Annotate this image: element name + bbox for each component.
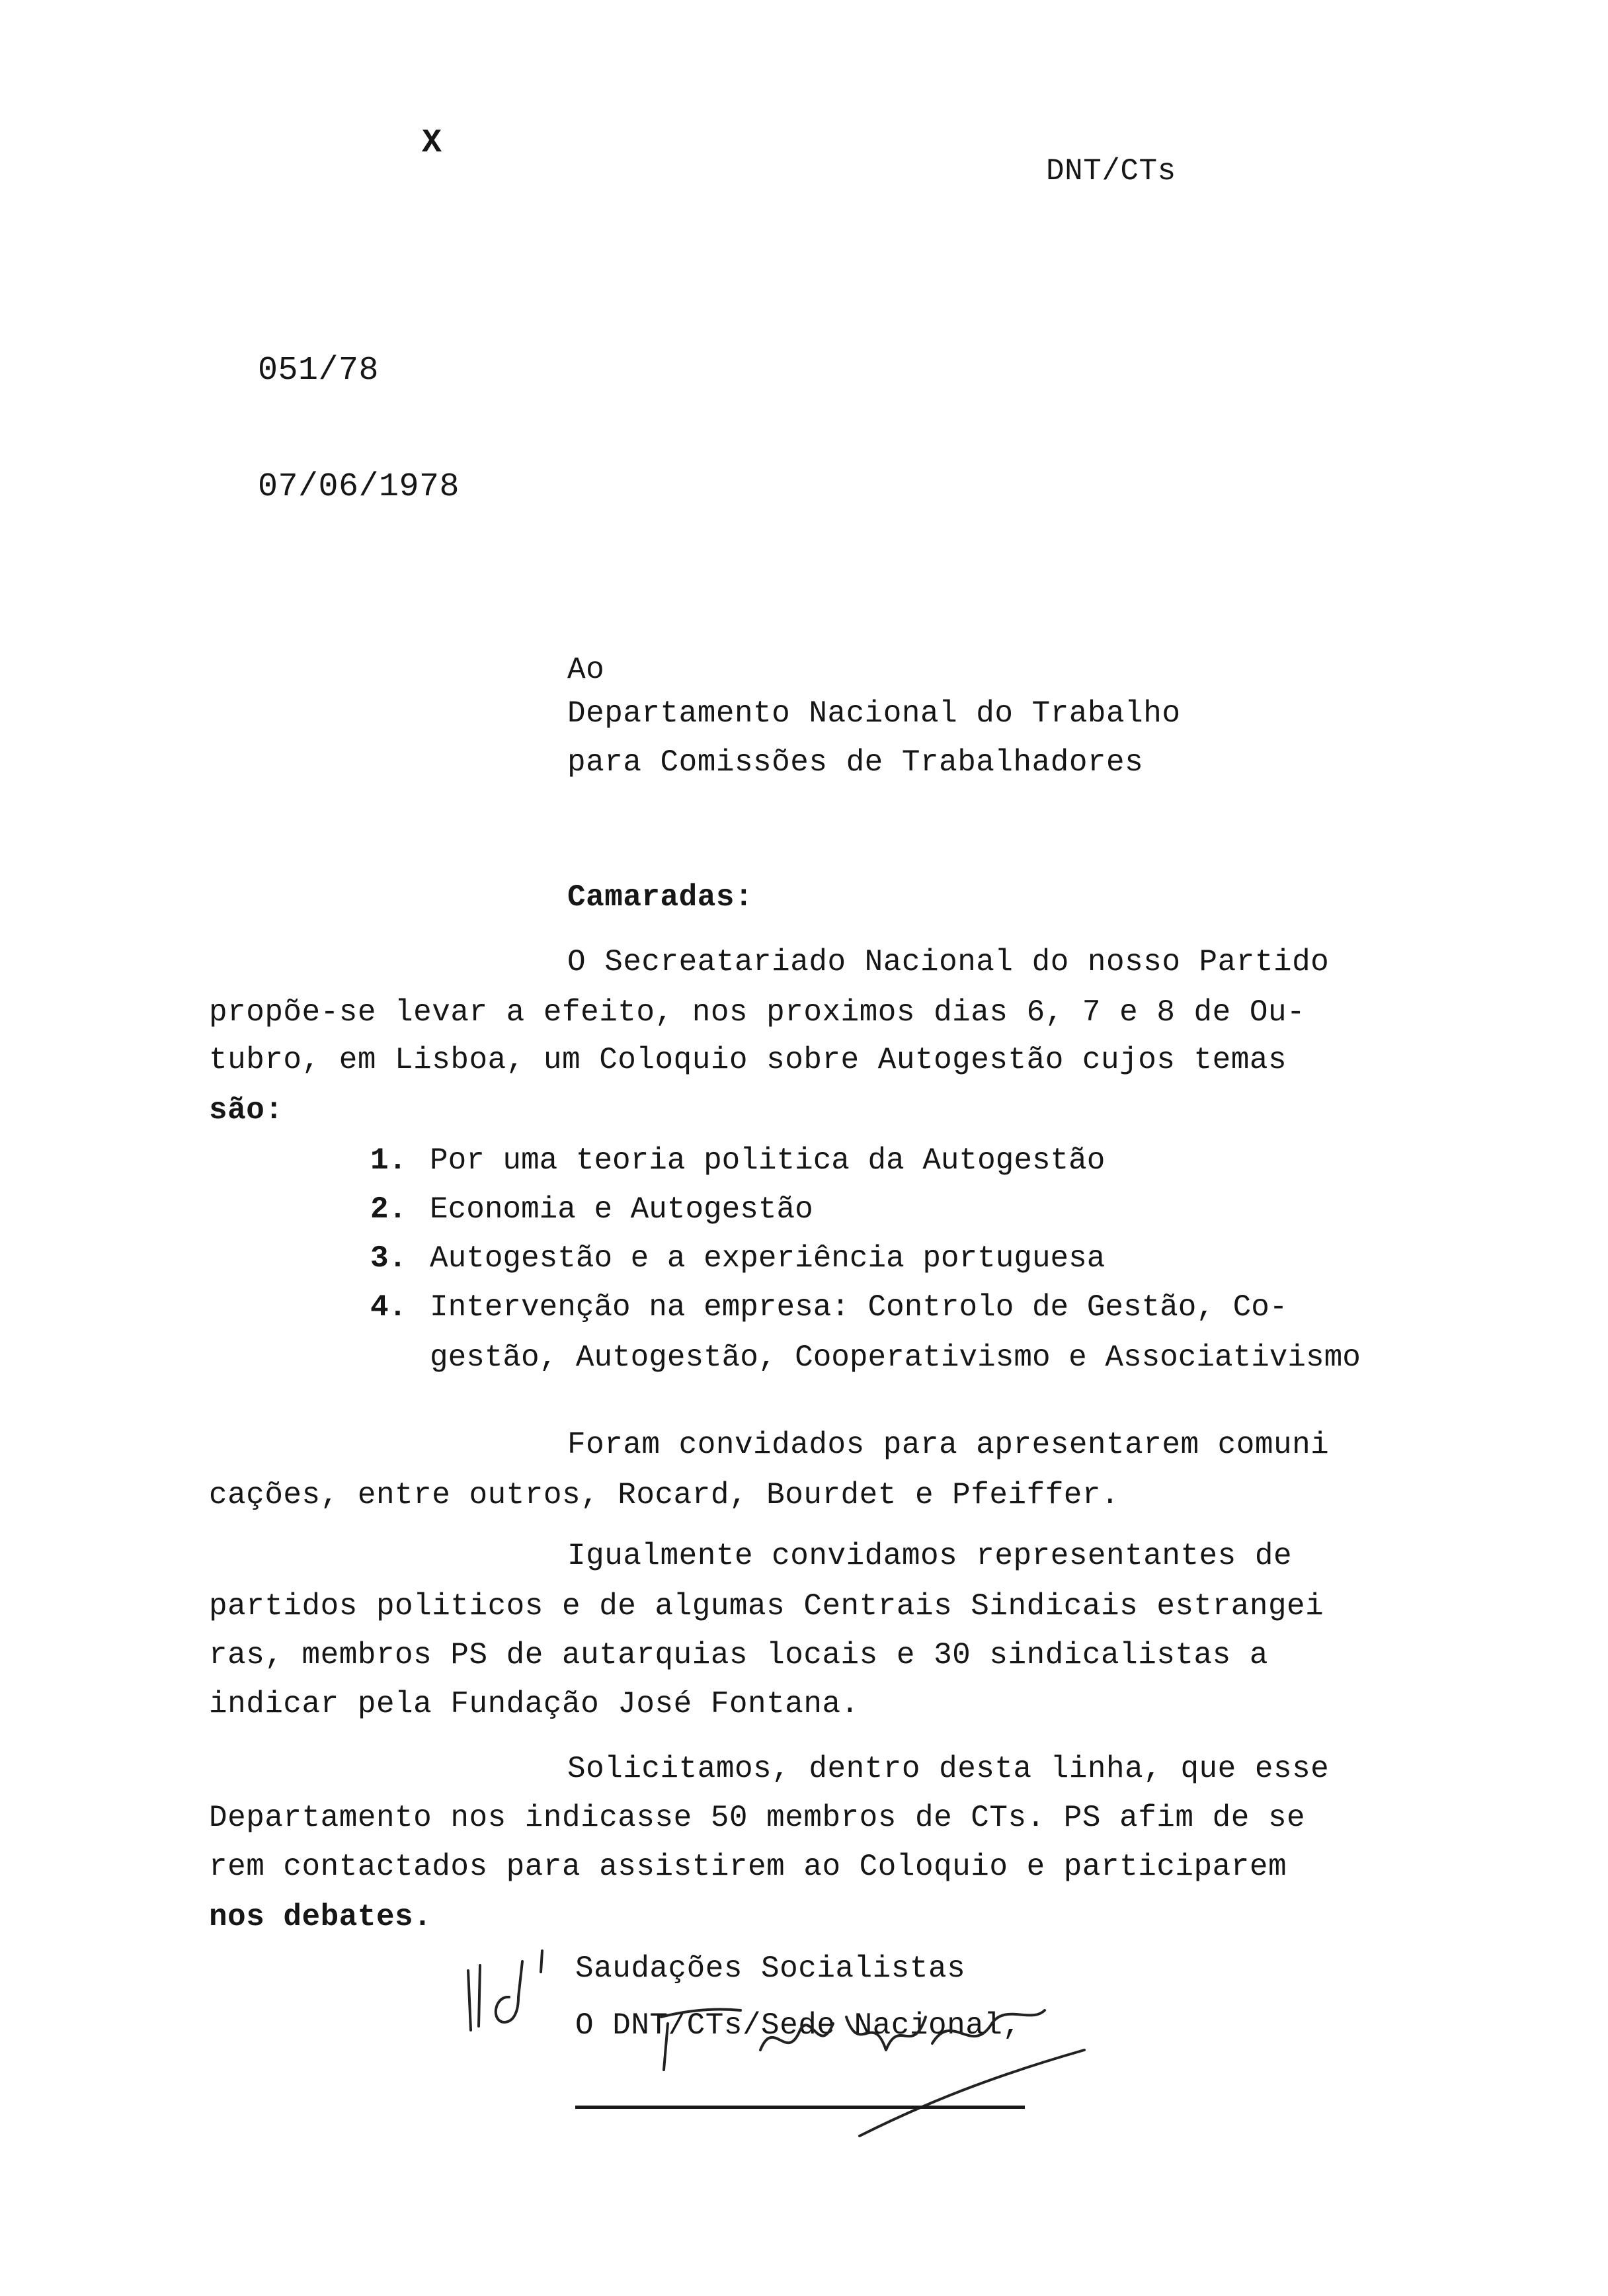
salutation: Camaradas: (567, 880, 754, 915)
paragraph-4-line-2: Departamento nos indicasse 50 membros de CTs. PS afim de se (209, 1801, 1306, 1835)
theme-number: 1. (370, 1143, 407, 1178)
theme-text: Intervenção na empresa: Controlo de Gestão, Co- (430, 1290, 1288, 1325)
sender-signature-line: O DNT/CTs/Sede Nacional, (575, 2008, 1022, 2043)
theme-number: 4. (370, 1290, 407, 1325)
theme-number: 3. (370, 1241, 407, 1276)
closing-greeting: Saudações Socialistas (575, 1951, 966, 1986)
recipient-line-1: Ao (567, 653, 605, 687)
paragraph-4-line-1: Solicitamos, dentro desta linha, que esse (567, 1752, 1330, 1786)
paragraph-1-line-4: são: (209, 1093, 284, 1128)
paragraph-1-line-1: O Secreatariado Nacional do nosso Partido (567, 945, 1330, 979)
theme-number: 2. (370, 1192, 407, 1227)
theme-text: Autogestão e a experiência portuguesa (430, 1241, 1106, 1276)
paragraph-4-line-3: rem contactados para assistirem ao Coloquio e participarem (209, 1850, 1287, 1884)
paragraph-3-line-4: indicar pela Fundação José Fontana. (209, 1687, 860, 1721)
signature-underline (575, 2106, 1025, 2109)
paragraph-4-line-4: nos debates. (209, 1900, 432, 1934)
paragraph-2-line-2: cações, entre outros, Rocard, Bourdet e Pfeiffer. (209, 1478, 1120, 1512)
paragraph-1-line-2: propõe-se levar a efeito, nos proximos dias 6, 7 e 8 de Ou- (209, 995, 1306, 1030)
paragraph-3-line-1: Igualmente convidamos representantes de (567, 1539, 1293, 1573)
paragraph-2-line-1: Foram convidados para apresentarem comuni (567, 1428, 1330, 1462)
corner-mark: X (422, 124, 442, 162)
letter-date: 07/06/1978 (258, 468, 460, 506)
recipient-line-3: para Comissões de Trabalhadores (567, 745, 1144, 780)
recipient-line-2: Departamento Nacional do Trabalho (567, 696, 1181, 731)
paragraph-3-line-2: partidos politicos e de algumas Centrais Sindicais estrangei (209, 1589, 1324, 1623)
reference-number: 051/78 (258, 352, 380, 390)
theme-text: Por uma teoria politica da Autogestão (430, 1143, 1106, 1178)
department-code: DNT/CTs (1046, 154, 1176, 188)
theme-text: Economia e Autogestão (430, 1192, 813, 1227)
theme-text-continuation: gestão, Autogestão, Cooperativismo e Associativismo (430, 1340, 1361, 1375)
paragraph-1-line-3: tubro, em Lisboa, um Coloquio sobre Autogestão cujos temas (209, 1043, 1287, 1077)
paragraph-3-line-3: ras, membros PS de autarquias locais e 30 sindicalistas a (209, 1638, 1268, 1672)
